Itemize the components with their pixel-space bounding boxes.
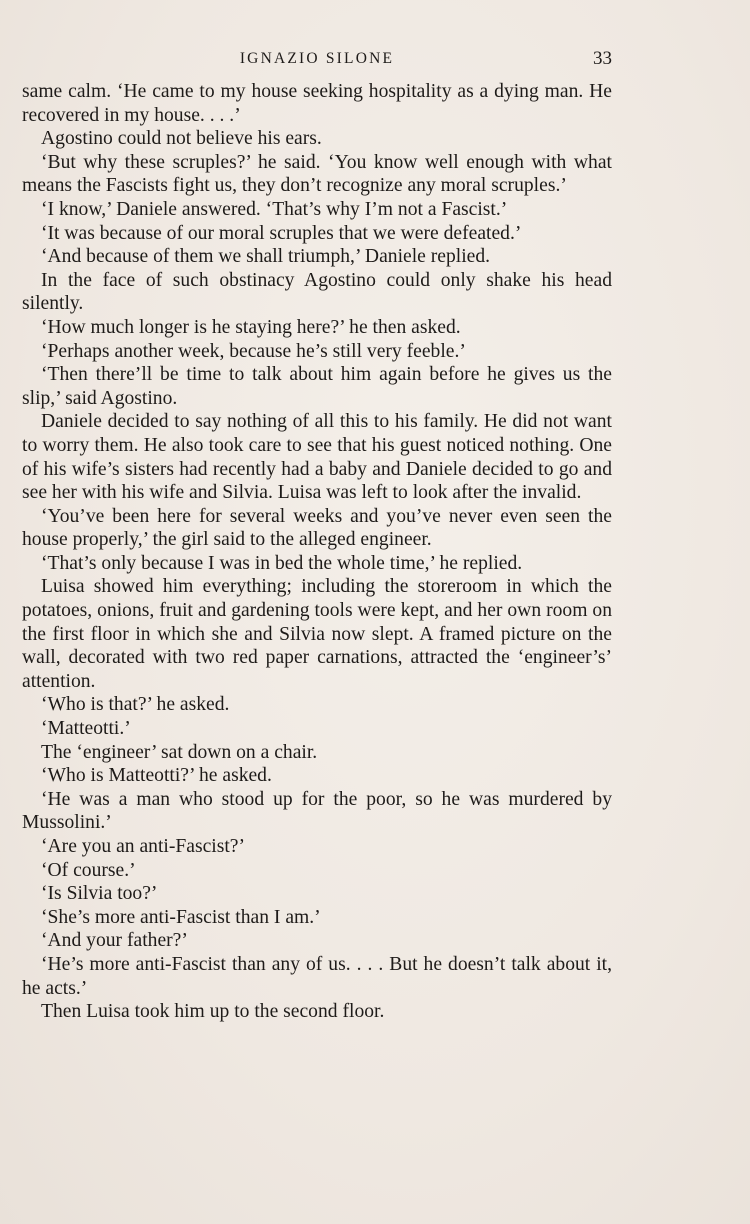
running-head: IGNAZIO SILONE [239,50,395,67]
paragraph: ‘I know,’ Daniele answered. ‘That’s why I’m not a Fascist.’ [41,198,508,220]
paragraph: In the face of such obstinacy Agostino could only shake his head silently. [22,269,612,315]
paragraph: ‘She’s more anti-Fascist than I am.’ [41,906,321,928]
paragraph: ‘But why these scruples?’ he said. ‘You know well enough with what means the Fascists fight us, they don’t recognize any moral scruples.’ [22,151,612,197]
paragraph: ‘Then there’ll be time to talk about him again before he gives us the slip,’ said Agostino. [22,364,612,409]
paragraph: ‘Who is Matteotti?’ he asked. [41,765,272,787]
paragraph: ‘How much longer is he staying here?’ he then asked. [41,316,461,338]
page-header [22,48,612,74]
paragraph: ‘Of course.’ [41,859,136,881]
paragraph: ‘And your father?’ [41,930,188,952]
paragraph: ‘He was a man who stood up for the poor, so he was murdered by Mussolini.’ [22,788,612,834]
paragraph: ‘Perhaps another week, because he’s still very feeble.’ [41,340,466,362]
paragraph: The ‘engineer’ sat down on a chair. [41,741,318,763]
paragraph: same calm. ‘He came to my house seeking hospitality as a dying man. He recovered in my house. . . .’ [22,81,612,126]
paragraph: Then Luisa took him up to the second floor. [41,1001,385,1023]
paragraph: ‘That’s only because I was in bed the whole time,’ he replied. [41,552,523,574]
body-text [22,80,612,1024]
paragraph: Luisa showed him everything; including the storeroom in which the potatoes, onions, fruit and gardening tools were kept, and her own room on the first floor in which she and Silvia now slept. A framed picture on the wall, decorated with two red paper carnations, attracted the ‘engineer’s’ attention. [22,576,612,692]
page-number: 33 [593,48,612,69]
paragraph: ‘Matteotti.’ [41,718,131,740]
paragraph: ‘You’ve been here for several weeks and you’ve never even seen the house properly,’ the girl said to the alleged engineer. [22,505,612,551]
paragraph: ‘Who is that?’ he asked. [41,694,230,716]
paragraph: Daniele decided to say nothing of all this to his family. He did not want to worry them. He also took care to see that his guest noticed nothing. One of his wife’s sisters had recently had a baby and Daniele decided to go and see her with his wife and Silvia. Luisa was left to look after the invalid. [22,411,612,504]
paragraph: ‘Is Silvia too?’ [41,883,158,905]
paragraph: ‘He’s more anti-Fascist than any of us. . . . But he doesn’t talk about it, he acts.’ [22,953,612,999]
paragraph: ‘It was because of our moral scruples that we were defeated.’ [41,222,522,244]
paragraph: ‘And because of them we shall triumph,’ Daniele replied. [41,246,491,268]
paragraph: ‘Are you an anti-Fascist?’ [41,836,246,857]
paragraph: Agostino could not believe his ears. [41,128,322,150]
